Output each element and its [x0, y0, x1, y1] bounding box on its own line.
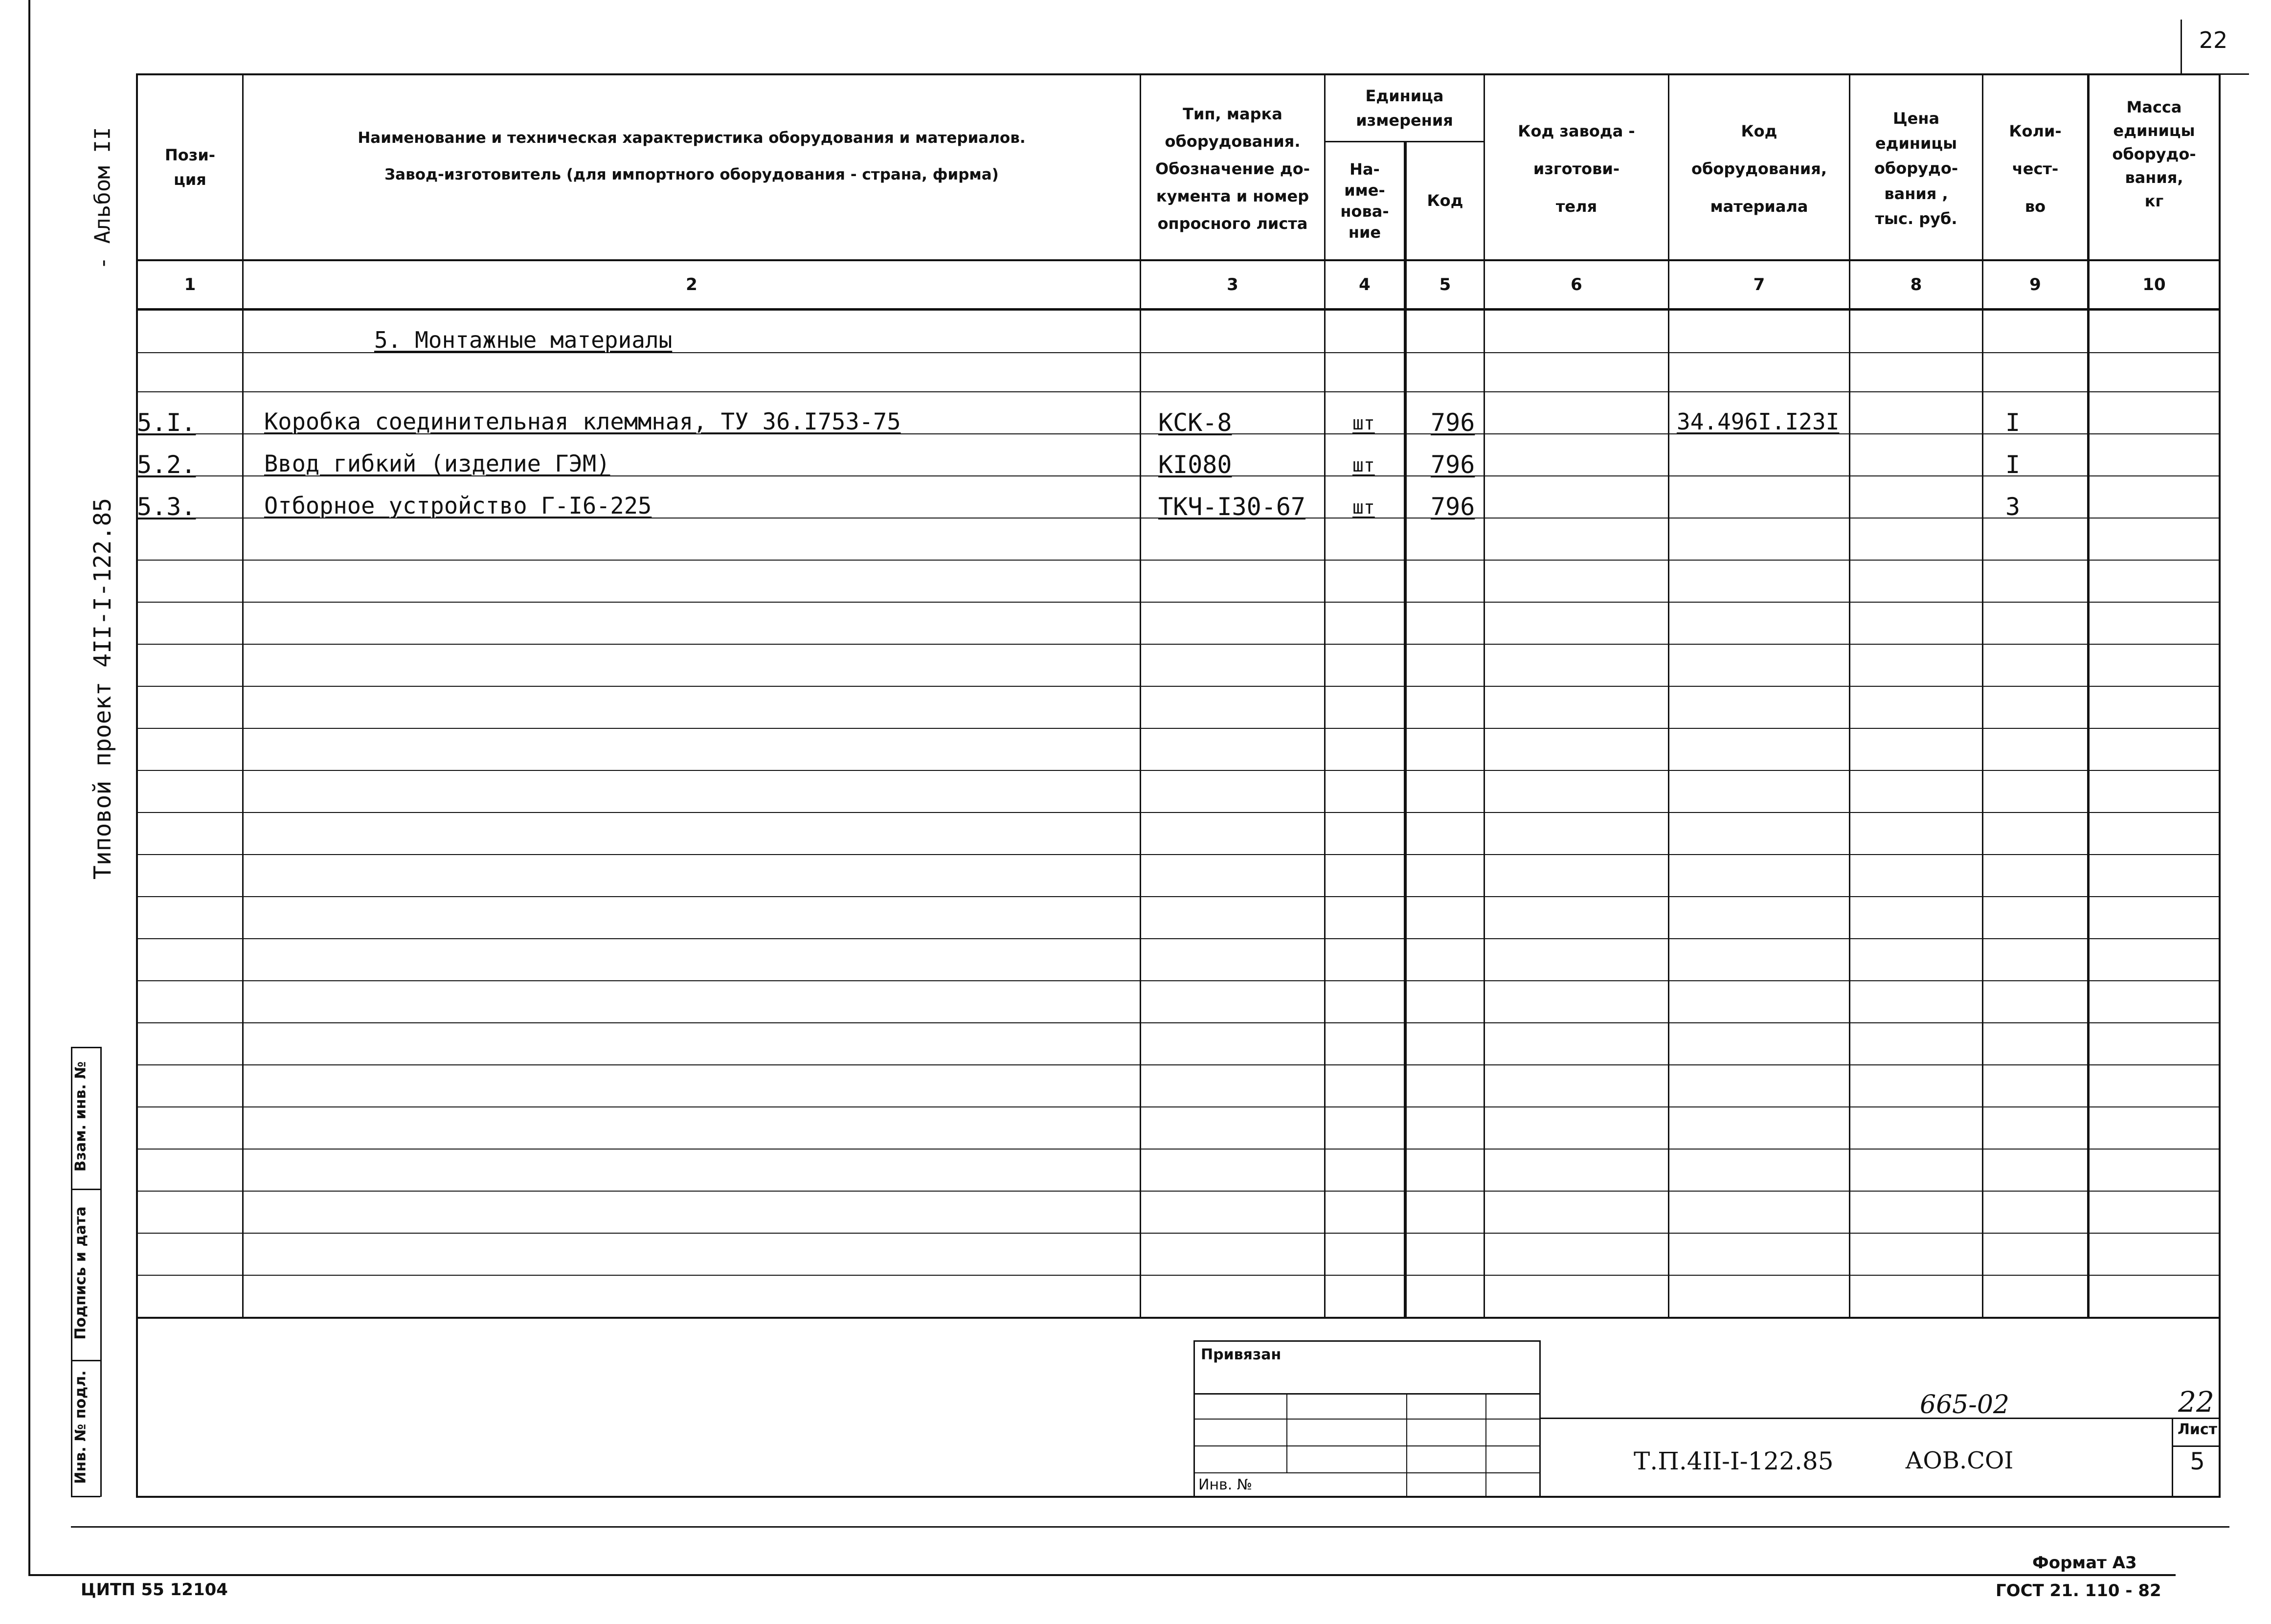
bound-label: Привязан: [1201, 1346, 1282, 1363]
handwritten-number: 665-02: [1920, 1390, 2009, 1420]
colnum-1: 1: [184, 275, 196, 294]
row-code: 796: [1431, 451, 1475, 479]
row-equipment-code: 34.496I.I23I: [1677, 408, 1840, 435]
header-equipment-code: Код оборудования, материала: [1691, 122, 1827, 216]
footer-left: ЦИТП 55 12104: [81, 1580, 228, 1600]
row-code: 796: [1431, 493, 1475, 521]
footer-gost: ГОСТ 21. 110 - 82: [1996, 1581, 2161, 1601]
outer-frame-left: [28, 0, 30, 1575]
row-position: 5.3.: [137, 493, 196, 521]
colnum-9: 9: [2029, 275, 2041, 294]
colnum-10: 10: [2142, 275, 2166, 294]
row-code: 796: [1431, 408, 1475, 437]
row-quantity: I: [2005, 451, 2021, 479]
row-type: ТКЧ-I30-67: [1158, 493, 1306, 521]
sheet-value: 5: [2190, 1448, 2205, 1475]
colnum-5: 5: [1439, 275, 1451, 294]
row-unit: шт: [1352, 454, 1375, 476]
row-quantity: I: [2005, 408, 2021, 437]
header-unit-name: На- име- нова- ние: [1340, 159, 1389, 242]
colnum-2: 2: [686, 275, 697, 294]
inv-cell-replace: Взам. инв. №: [72, 1061, 90, 1172]
row-type: КСК-8: [1158, 408, 1232, 437]
header-unit: Единица измерения: [1356, 86, 1453, 130]
header-unit-code: Код: [1427, 191, 1463, 210]
header-name: Наименование и техническая характеристика оборудования и материалов. Завод-изготовитель (для импортного оборудования - страна, фирма): [358, 129, 1026, 183]
row-position: 5.I.: [137, 408, 196, 437]
row-name: Ввод гибкий (изделие ГЭМ): [264, 451, 610, 477]
corner-sheet-number: 22: [2199, 27, 2228, 53]
row-name: Коробка соединительная клеммная, ТУ 36.I753-75: [264, 408, 901, 435]
project-label: Типовой проект 4II-I-122.85: [89, 497, 116, 880]
outer-frame-bottom: [28, 1574, 2176, 1576]
document-designation: Т.П.4II-I-122.85: [1634, 1447, 1834, 1475]
row-type: КI080: [1158, 451, 1232, 479]
header-quantity: Коли- чест- во: [2009, 122, 2062, 216]
inv-cell-original: Инв. № подл.: [72, 1370, 90, 1484]
colnum-4: 4: [1359, 275, 1371, 294]
header-type: Тип, марка оборудования. Обозначение до- кумента и номер опросного листа: [1155, 105, 1310, 233]
header-position: Пози- ция: [164, 145, 216, 189]
header-manufacturer-code: Код завода - изготови- теля: [1518, 122, 1635, 216]
inv-cell-signature: Подпись и дата: [72, 1206, 90, 1340]
colnum-8: 8: [1910, 275, 1922, 294]
row-position: 5.2.: [137, 451, 196, 479]
section-title: 5. Монтажные материалы: [374, 327, 673, 353]
header-mass: Масса единицы оборудо- вания, кг: [2112, 98, 2196, 210]
document-code: АОВ.СОI: [1905, 1447, 2014, 1474]
sheet-label: Лист: [2177, 1421, 2218, 1438]
album-label: - Альбом II: [90, 127, 115, 270]
inner-frame-bottom: [71, 1526, 2229, 1528]
colnum-3: 3: [1227, 275, 1238, 294]
colnum-7: 7: [1753, 275, 1765, 294]
inv-number-label: Инв. №: [1198, 1476, 1253, 1493]
footer-format: Формат А3: [2032, 1553, 2137, 1573]
header-price: Цена единицы оборудо- вания , тыс. руб.: [1874, 109, 1958, 228]
row-name: Отборное устройство Г-I6-225: [264, 493, 652, 519]
colnum-6: 6: [1571, 275, 1582, 294]
row-quantity: 3: [2005, 493, 2021, 521]
handwritten-sheet: 22: [2178, 1385, 2214, 1419]
row-unit: шт: [1352, 496, 1375, 518]
row-unit: шт: [1352, 412, 1375, 434]
